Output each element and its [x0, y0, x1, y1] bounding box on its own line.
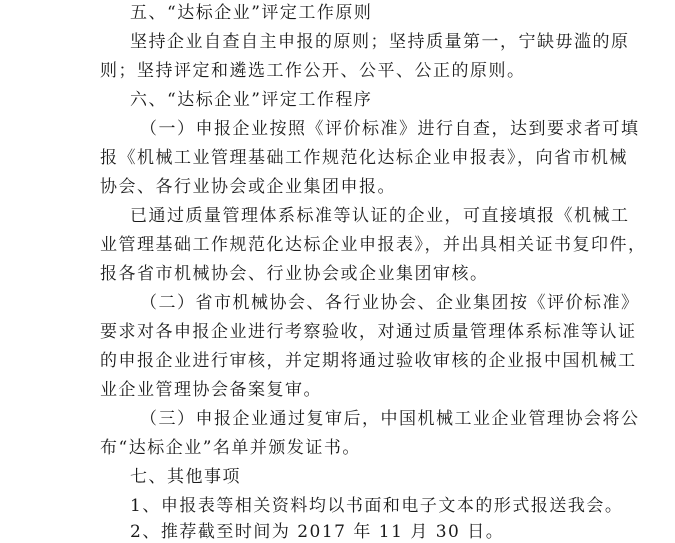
list-item: 2、推荐截至时间为 2017 年 11 月 30 日。: [130, 522, 505, 542]
paragraph-line: 布“达标企业”名单并颁发证书。: [100, 438, 361, 458]
section-heading-6: 六、“达标企业”评定工作程序: [130, 90, 373, 110]
paragraph-line: 协会、各行业协会或企业集团申报。: [100, 177, 396, 197]
list-item: 1、申报表等相关资料均以书面和电子文本的形式报送我会。: [130, 496, 624, 516]
paragraph-line: 业管理基础工作规范化达标企业申报表》，并出具相关证书复印件，: [100, 235, 647, 255]
paragraph-line: 报各省市机械协会、行业协会或企业集团审核。: [100, 264, 489, 284]
paragraph-line: 坚持企业自查自主申报的原则；坚持质量第一，宁缺毋滥的原: [130, 32, 630, 52]
paragraph-line: 的申报企业进行审核，并定期将通过验收审核的企业报中国机械工: [100, 351, 637, 371]
paragraph-line: 要求对各申报企业进行考察验收，对通过质量管理体系标准等认证: [100, 322, 637, 342]
section-heading-5: 五、“达标企业”评定工作原则: [130, 3, 373, 23]
section-heading-7: 七、其他事项: [130, 467, 241, 487]
paragraph-line: 已通过质量管理体系标准等认证的企业，可直接填报《机械工: [130, 206, 630, 226]
paragraph-line: 业企业管理协会备案复审。: [100, 380, 322, 400]
paragraph-line: 报《机械工业管理基础工作规范化达标企业申报表》，向省市机械: [100, 148, 628, 168]
paragraph-line: （三）申报企业通过复审后，中国机械工业企业管理协会将公: [140, 409, 640, 429]
paragraph-line: （一）申报企业按照《评价标准》进行自查，达到要求者可填: [140, 119, 640, 139]
paragraph-line: （二）省市机械协会、各行业协会、企业集团按《评价标准》: [140, 293, 640, 313]
paragraph-line: 则；坚持评定和遴选工作公开、公平、公正的原则。: [100, 61, 526, 81]
